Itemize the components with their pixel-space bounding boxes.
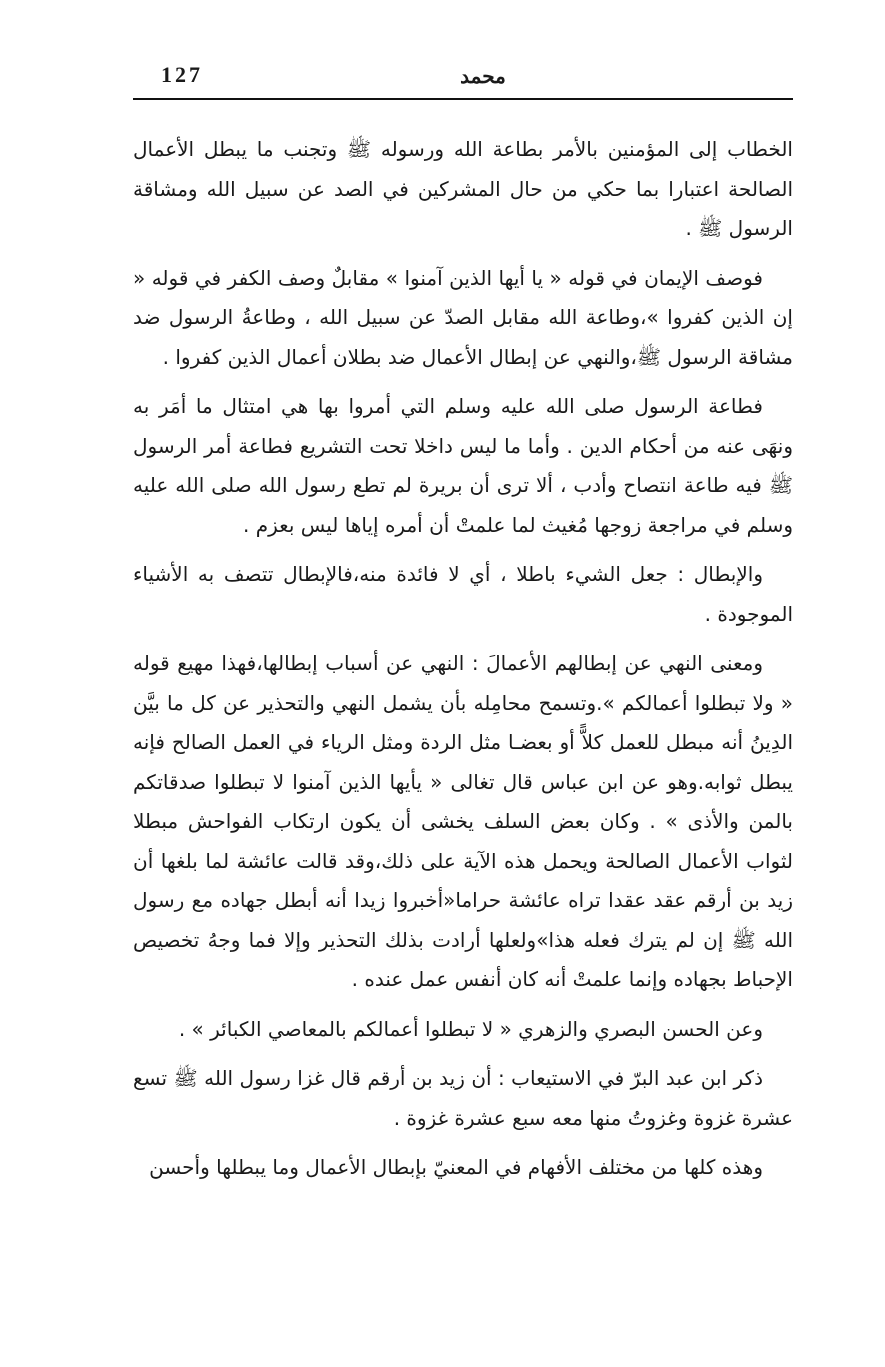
paragraph: وهذه كلها من مختلف الأفهام في المعنيّ بإبطال الأعمال وما يبطلها وأحسن xyxy=(149,1155,763,1179)
paragraph: والإبطال : جعل الشيء باطلا ، أي لا فائدة منه،فالإبطال تتصف به الأشياء الموجودة . xyxy=(133,562,793,626)
page-header xyxy=(133,58,793,98)
paragraph: الخطاب إلى المؤمنين بالأمر بطاعة الله ورسوله ﷺ وتجنب ما يبطل الأعمال الصالحة اعتبارا بما حكي من حال المشركين في الصد عن سبيل الله ومشاقة الرسول ﷺ . xyxy=(133,137,793,240)
paragraph: وعن الحسن البصري والزهري « لا تبطلوا أعمالكم بالمعاصي الكبائر » . xyxy=(178,1016,763,1041)
paragraph: فطاعة الرسول صلى الله عليه وسلم التي أمروا بها هي امتثال ما أمَر به ونهَى عنه من أحكام الدين . وأما ما ليس داخلا تحت التشريع فطاعة أمر الرسول ﷺ فيه طاعة انتصاح وأدب ، ألا ترى أن بريرة لم تطع رسول الله صلى الله عليه وسلم في مراجعة زوجها مُغيث لما علمتْ أن أمره إياها ليس بعزم . xyxy=(133,394,793,537)
body-text xyxy=(133,130,793,1198)
paragraph: ذكر ابن عبد البرّ في الاستيعاب : أن زيد بن أرقم قال غزا رسول الله ﷺ تسع عشرة غزوة وغزوتُ منها معه سبع عشرة غزوة . xyxy=(133,1066,793,1130)
running-title: محمد xyxy=(460,64,506,88)
header-rule xyxy=(133,98,793,100)
paragraph: ومعنى النهي عن إبطالهم الأعمالَ : النهي عن أسباب إبطالها،فهذا مهيع قوله « ولا تبطلوا أعمالكم ».وتسمح محامِله بأن يشمل النهي والتحذير عن كل ما بيَّن الدِينُ أنه مبطل للعمل كلاًّ أو بعضـا مثل الردة ومثل الرياء في العمل الصالح فإنه يبطل ثوابه.وهو عن ابن عباس قال تغالى « يأيها الذين آمنوا لا تبطلوا صدقاتكم بالمن والأذى » . وكان بعض السلف يخشى أن يكون ارتكاب الفواحش مبطلا لثواب الأعمال الصالحة ويحمل هذه الآية على ذلك،وقد قالت عائشة لما بلغها أن زيد بن أرقم عقد عقدا تراه عائشة حراما«أخبروا زيدا أنه أبطل جهاده مع رسول الله ﷺ إن لم يترك فعله هذا»ولعلها أرادت بذلك التحذير وإلا فما وجهُ تخصيص الإحباط بجهاده وإنما علمتْ أنه كان أنفس عمل عنده . xyxy=(133,651,793,991)
paragraph: فوصف الإيمان في قوله « يا أيها الذين آمنوا » مقابلٌ وصف الكفر في قوله « إن الذين كفروا »،وطاعة الله مقابل الصدّ عن سبيل الله ، وطاعةُ الرسول ضد مشاقة الرسول ﷺ،والنهي عن إبطال الأعمال ضد بطلان أعمال الذين كفروا . xyxy=(133,265,793,369)
page-number: 127 xyxy=(161,62,203,87)
